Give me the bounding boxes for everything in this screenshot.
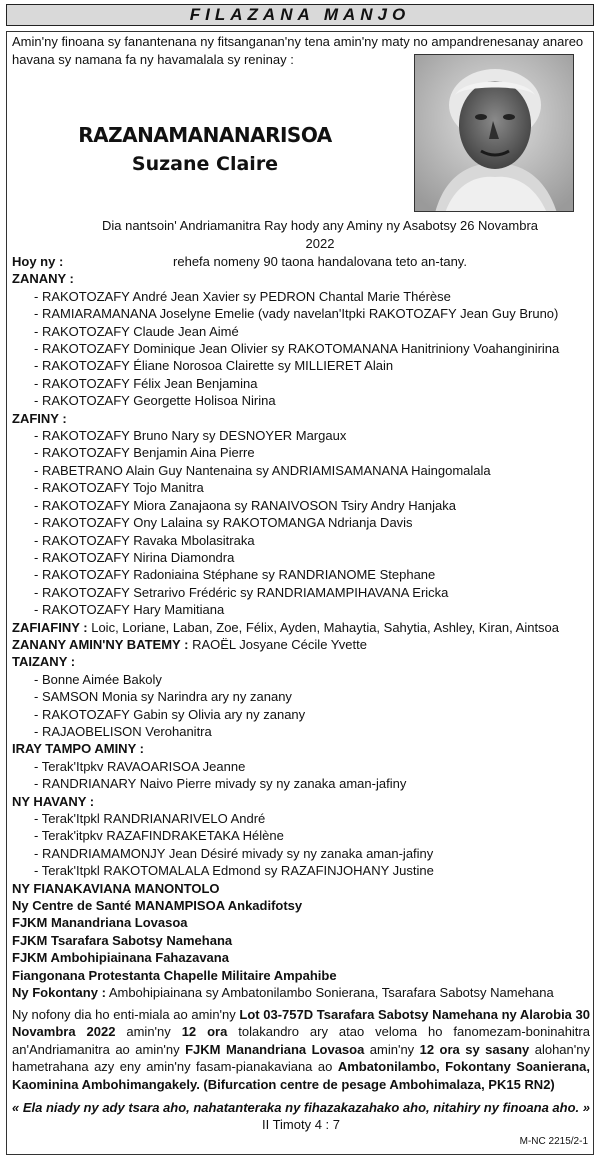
zafiny-item: - RABETRANO Alain Guy Nantenaina sy ANDRIAMISAMANANA Haingomalala — [34, 462, 491, 478]
zanany-item: - RAKOTOZAFY Claude Jean Aimé — [34, 323, 239, 339]
fokontany-line — [12, 984, 592, 1001]
ny-havany-item: - RANDRIAMAMONJY Jean Désiré mivady sy ny zanaka aman-jafiny — [34, 845, 434, 861]
burial-location: Ambatonilambo, Fokontany Soanierana, Kaominina Ambohimangakely. (Bifurcation centre de pesage Ambohimalaza, PK15 RN2) — [12, 1059, 591, 1092]
death-notice-line: Dia nantsoin' Andriamanitra Ray hody any Aminy ny Asabotsy 26 Novambra 2022 — [101, 218, 539, 251]
taizany-item: - RAJAOBELISON Verohanitra — [34, 723, 212, 739]
iray-tampo-item: - RANDRIANARY Naivo Pierre mivady sy ny zanaka aman-jafiny — [34, 776, 407, 792]
deceased-given-names: Suzane Claire — [131, 153, 279, 175]
zafiny-item: - RAKOTOZAFY Ravaka Mbolasitraka — [34, 532, 255, 548]
funeral-text: amin'ny — [364, 1041, 420, 1057]
iray-tampo-heading: IRAY TAMPO AMINY : — [12, 741, 144, 757]
organisation-line: FJKM Ambohipiainana Fahazavana — [12, 950, 229, 966]
iray-tampo-item: - Terak'Itpkv RAVAOARISOA Jeanne — [34, 758, 246, 774]
family-list — [12, 253, 592, 1001]
notice-banner: FILAZANA MANJO — [6, 4, 594, 26]
zanany-heading: ZANANY : — [12, 271, 74, 287]
organisation-line: Ny Centre de Santé MANAMPISOA Ankadifotsy — [12, 898, 303, 914]
taizany-item: - SAMSON Monia sy Narindra ary ny zanany — [34, 689, 292, 705]
zafiny-item: - RAKOTOZAFY Hary Mamitiana — [34, 602, 225, 618]
zafiny-item: - RAKOTOZAFY Setrarivo Frédéric sy RANDRIAMAMPIHAVANA Ericka — [34, 584, 449, 600]
notice-code: M-NC 2215/2-1 — [519, 1136, 588, 1147]
taizany-heading: TAIZANY : — [12, 654, 76, 670]
ny-havany-item: - Terak'Itpkl RANDRIANARIVELO André — [34, 811, 266, 826]
zanany-batemy-name: RAOËL Josyane Cécile Yvette — [192, 636, 367, 652]
zafiny-item: - RAKOTOZAFY Nirina Diamondra — [34, 549, 235, 565]
taizany-item: - Bonne Aimée Bakoly — [34, 671, 162, 687]
bible-quote: « Ela niady ny ady tsara aho, nahatanteraka ny fihazakazahako aho, nitahiry ny finoana aho. » — [12, 1100, 590, 1115]
portrait-photo — [414, 54, 574, 212]
ny-havany-item: - Terak'Itpkl RAKOTOMALALA Edmond sy RAZAFINJOHANY Justine — [34, 863, 434, 879]
funeral-time: 12 ora — [181, 1024, 228, 1040]
death-notice-line: rehefa nomeny 90 taona handalovana teto an-tany. — [173, 254, 467, 269]
funeral-text: alohan'ny hametrahana azy eny amin'ny fasam-pianakaviana ao — [12, 1041, 590, 1075]
ny-havany-heading: NY HAVANY : — [12, 793, 95, 809]
zafiny-item: - RAKOTOZAFY Radoniaina Stéphane sy RANDRIANOME Stephane — [34, 567, 436, 583]
zafiny-heading: ZAFINY : — [12, 410, 67, 426]
intro-text: Amin'ny finoana sy fanantenana ny fitsanganan'ny tena amin'ny maty no ampandrenesanay anareo havana sy namana fa ny havamalala sy reninay : — [12, 34, 584, 67]
ny-havany-item: - Terak'itpkv RAZAFINDRAKETAKA Hélène — [34, 828, 284, 844]
fokontany-heading: Ny Fokontany : — [12, 985, 106, 1001]
organisation-line: NY FIANAKAVIANA MANONTOLO — [12, 880, 220, 896]
funeral-details — [12, 1006, 590, 1093]
zafiafiny-line — [12, 619, 592, 636]
taizany-item: - RAKOTOZAFY Gabin sy Olivia ary ny zanany — [34, 706, 306, 722]
deceased-surname: RAZANAMANANARISOA — [78, 123, 332, 147]
organisation-line: FJKM Tsarafara Sabotsy Namehana — [12, 932, 233, 948]
funeral-church: FJKM Manandriana Lovasoa — [185, 1041, 365, 1057]
zanany-item: - RAKOTOZAFY Dominique Jean Olivier sy RAKOTOMANANA Hanitriniony Voahanginirina — [34, 341, 560, 357]
zanany-item: - RAKOTOZAFY Félix Jean Benjamina — [34, 375, 258, 391]
zafiny-item: - RAKOTOZAFY Bruno Nary sy DESNOYER Margaux — [34, 428, 347, 444]
zanany-batemy-line — [12, 636, 592, 653]
zafiny-item: - RAKOTOZAFY Benjamin Aina Pierre — [34, 445, 255, 461]
zafiafiny-names: Loic, Loriane, Laban, Zoe, Félix, Ayden, Mahaytia, Sahytia, Ashley, Kiran, Aintsoa — [91, 619, 560, 635]
funeral-text: Ny nofony dia ho enti-miala ao amin'ny — [12, 1007, 240, 1022]
zafiny-item: - RAKOTOZAFY Tojo Manitra — [34, 480, 204, 496]
zafiafiny-heading: ZAFIAFINY : — [12, 619, 88, 635]
funeral-text: tolakandro ary atao veloma ho fanomezam-boninahitra an'Andriamanitra ao amin'ny — [12, 1024, 590, 1057]
zanany-batemy-heading: ZANANY AMIN'NY BATEMY : — [12, 636, 189, 652]
zanany-item: - RAKOTOZAFY Éliane Norosoa Clairette sy MILLIERET Alain — [34, 358, 394, 374]
hoy-ny-label: Hoy ny : — [12, 254, 64, 269]
funeral-location: Lot 03-757D Tsarafara Sabotsy Namehana ny Alarobia 30 Novambra 2022 — [12, 1007, 591, 1040]
organisation-line: Fiangonana Protestanta Chapelle Militaire Ampahibe — [12, 967, 337, 983]
organisation-line: FJKM Manandriana Lovasoa — [12, 915, 188, 931]
zafiny-item: - RAKOTOZAFY Miora Zanajaona sy RANAIVOSON Tsiry Andry Hanjaka — [34, 497, 456, 513]
funeral-text: amin'ny — [115, 1024, 182, 1040]
zafiny-item: - RAKOTOZAFY Ony Lalaina sy RAKOTOMANGA Ndrianja Davis — [34, 515, 413, 531]
zanany-item: - RAKOTOZAFY Georgette Holisoa Nirina — [34, 393, 276, 409]
funeral-time: 12 ora sy sasany — [419, 1041, 530, 1057]
fokontany-names: Ambohipiainana sy Ambatonilambo Sonierana, Tsarafara Sabotsy Namehana — [108, 985, 554, 1001]
bible-reference: II Timoty 4 : 7 — [261, 1117, 341, 1132]
zanany-item: - RAKOTOZAFY André Jean Xavier sy PEDRON Chantal Marie Thérèse — [34, 288, 451, 304]
zanany-item: - RAMIARAMANANA Joselyne Emelie (vady navelan'Itpki RAKOTOZAFY Jean Guy Bruno) — [34, 306, 559, 322]
